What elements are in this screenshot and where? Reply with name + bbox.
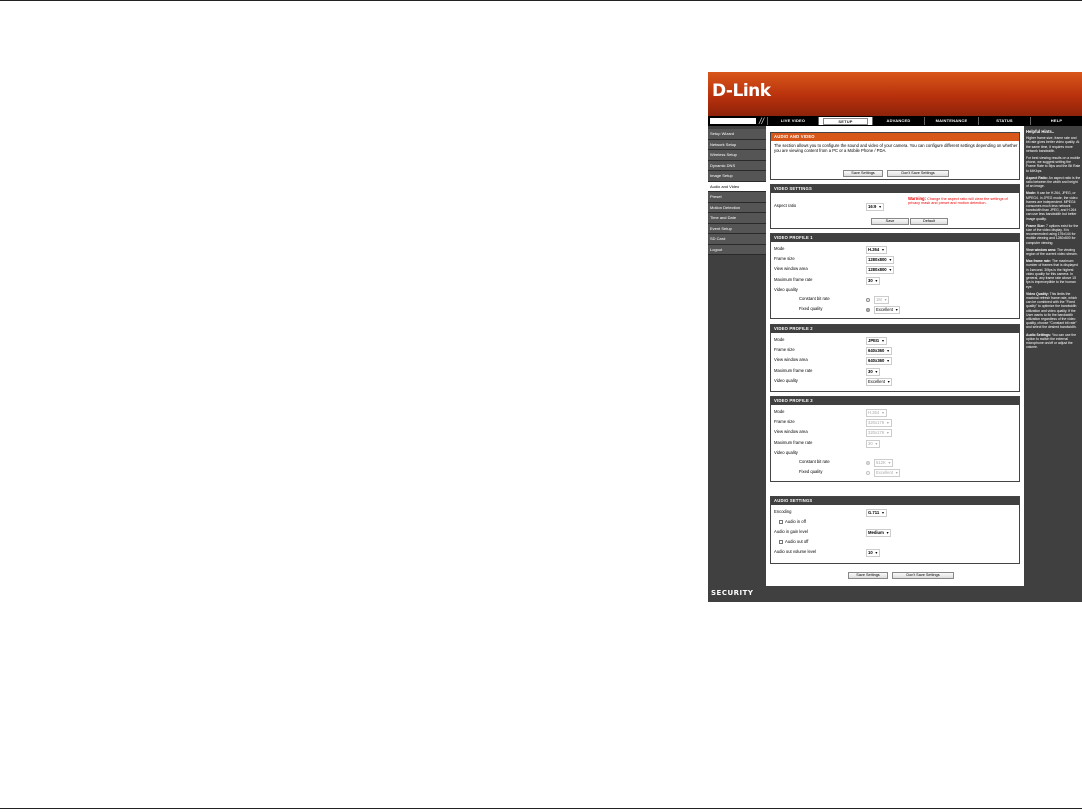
sidebar-item-logout[interactable]: Logout — [708, 245, 766, 256]
profile1-frame-select[interactable]: 1280x800 ▼ — [868, 257, 893, 262]
model-box — [710, 118, 756, 124]
footer-bar — [708, 586, 1082, 602]
tab-advanced[interactable]: ADVANCED — [872, 117, 924, 125]
profile2-view-label: View window area — [774, 357, 808, 362]
brand-banner — [708, 72, 1082, 116]
sidebar-item-time-date[interactable]: Time and Date — [708, 213, 766, 224]
tab-help[interactable]: HELP — [1030, 117, 1082, 125]
profile2-mode-label: Mode — [774, 337, 785, 342]
profile1-quality-label: Video quality — [774, 287, 798, 292]
top-nav — [708, 116, 1082, 126]
aspect-ratio-select[interactable]: 16:9 ▼ — [868, 204, 882, 209]
profile3-fixed-control[interactable]: Excellent ▼ — [866, 469, 900, 477]
dont-save-settings-button[interactable]: Don't Save Settings — [892, 572, 954, 579]
profile2-mode-select[interactable]: JPEG ▼ — [868, 338, 885, 343]
profile1-rate-label: Maximum frame rate — [774, 277, 813, 282]
profile3-cbr-control[interactable]: 512K ▼ — [866, 459, 893, 467]
tab-setup[interactable]: SETUP — [818, 117, 872, 125]
sidebar-item-preset[interactable]: Preset — [708, 192, 766, 203]
profile1-fixed-label: Fixed quality — [799, 306, 823, 311]
help-hint-view-window: View window area: The viewing region of the current video stream. — [1026, 247, 1078, 257]
profile3-cbr-radio[interactable] — [866, 461, 870, 465]
profile1-frame-label: Frame size — [774, 256, 795, 261]
main-content — [766, 126, 1024, 586]
profile3-frame-select[interactable]: 320x176 ▼ — [868, 420, 890, 425]
sidebar-item-wireless-setup[interactable]: Wireless Setup — [708, 150, 766, 161]
video-profile-2-section — [770, 324, 1020, 392]
profile2-quality-label: Video quality — [774, 378, 798, 383]
profile3-fixed-radio[interactable] — [866, 471, 870, 475]
intro-section — [770, 132, 1020, 180]
help-title: Helpful Hints.. — [1026, 129, 1055, 134]
camera-web-ui — [708, 72, 1082, 602]
profile3-mode-label: Mode — [774, 409, 785, 414]
sidebar-item-image-setup[interactable]: Image Setup — [708, 171, 766, 182]
profile3-fixed-label: Fixed quality — [799, 469, 823, 474]
video-profile-1-section — [770, 233, 1020, 319]
help-hint-video-quality: Video Quality: This limits the maximal refresh frame rate, which can be combined with the "Fixed quality" to optimize the bandwidth utilization and video quality. If the User wants to fix the bandwidth utilization regardless of the video quality, choose "Constant bit rate" and select the desired bandwidth. — [1026, 291, 1078, 330]
profile1-fixed-radio[interactable] — [866, 308, 870, 312]
security-logo: SECURITY — [711, 589, 754, 597]
profile1-fixed-control[interactable]: Excellent ▼ — [866, 306, 900, 314]
audio-in-off-row[interactable]: Audio in off — [779, 519, 806, 525]
audio-volume-select[interactable]: 10 ▼ — [868, 550, 879, 555]
sidebar-item-sd-card[interactable]: SD Card — [708, 234, 766, 245]
profile1-view-label: View window area — [774, 266, 808, 271]
dlink-logo: D-Link — [712, 81, 771, 101]
profile3-rate-label: Maximum frame rate — [774, 440, 813, 445]
aspect-save-button[interactable]: Save — [871, 218, 909, 225]
video-profile-3-section — [770, 396, 1020, 482]
profile2-frame-label: Frame size — [774, 347, 795, 352]
help-hint-1: Higher frame size, frame rate and bit rate gives better video quality. At the same time, it requires more network bandwidth. — [1026, 136, 1080, 153]
profile2-view-select[interactable]: 640x360 ▼ — [868, 358, 890, 363]
profile3-cbr-label: Constant bit rate — [799, 459, 830, 464]
sidebar-item-motion-detection[interactable]: Motion Detection — [708, 203, 766, 214]
profile3-mode-select[interactable]: H.264 ▼ — [868, 410, 885, 415]
sidebar-item-audio-video[interactable]: Audio and Video — [708, 182, 766, 193]
intro-title: AUDIO AND VIDEO — [771, 133, 1019, 141]
sidebar-item-setup-wizard[interactable]: Setup Wizard — [708, 129, 766, 140]
profile3-view-select[interactable]: 320x176 ▼ — [868, 430, 890, 435]
aspect-warning: Warning: Change the aspect ratio will clear the settings of privacy mask and preset and motion detection. — [908, 196, 1008, 206]
profile3-rate-select[interactable]: 30 ▼ — [868, 441, 879, 446]
audio-in-off-checkbox[interactable] — [779, 520, 783, 524]
audio-encoding-select[interactable]: G.711 ▼ — [868, 510, 885, 515]
intro-save-button[interactable]: Save Settings — [843, 170, 883, 177]
nav-divider-icon: // — [759, 116, 765, 126]
sidebar-item-dynamic-dns[interactable]: Dynamic DNS — [708, 161, 766, 172]
audio-settings-section — [770, 496, 1020, 564]
profile2-frame-select[interactable]: 640x360 ▼ — [868, 348, 890, 353]
dropdown-arrow-icon: ▼ — [878, 205, 882, 209]
page-top-rule — [0, 0, 1082, 1]
profile1-mode-label: Mode — [774, 246, 785, 251]
profile2-quality-select[interactable]: Excellent ▼ — [868, 379, 891, 384]
help-panel — [1025, 129, 1082, 589]
profile1-title: VIDEO PROFILE 1 — [771, 234, 1019, 242]
profile2-rate-select[interactable]: 30 ▼ — [868, 369, 879, 374]
video-settings-title: VIDEO SETTINGS — [771, 185, 1019, 193]
audio-volume-label: Audio out volume level — [774, 549, 817, 554]
profile1-cbr-control[interactable]: 1M ▼ — [866, 296, 889, 304]
profile2-rate-label: Maximum frame rate — [774, 368, 813, 373]
profile1-view-select[interactable]: 1280x800 ▼ — [868, 267, 893, 272]
audio-title: AUDIO SETTINGS — [771, 497, 1019, 505]
save-settings-button[interactable]: Save Settings — [848, 572, 888, 579]
sidebar-item-event-setup[interactable]: Event Setup — [708, 224, 766, 235]
audio-gain-select[interactable]: Medium ▼ — [868, 530, 890, 535]
tab-maintenance[interactable]: MAINTENANCE — [924, 117, 978, 125]
help-hint-frame-size: Frame Size: 7 options exist for the size of the video display. It is recommended using 176x144 for mobile viewing and 1280x800 for computer viewing. — [1026, 223, 1079, 245]
help-hint-audio: Audio Settings: You can use the option to switch the external microphone on/off or adjust the volume. — [1026, 332, 1077, 350]
profile1-cbr-radio[interactable] — [866, 298, 870, 302]
audio-out-off-checkbox[interactable] — [779, 540, 783, 544]
help-hint-aspect: Aspect Ratio: An aspect ratio is the ratio between the width and height of an image. — [1026, 175, 1081, 189]
aspect-ratio-label: Aspect ratio — [774, 203, 797, 208]
audio-gain-label: Audio in gain level — [774, 529, 808, 534]
intro-text: The section allows you to configure the sound and video of your camera. You can configure different settings depending on whether you are viewing content from a PC or a Mobile Phone / PDA. — [774, 143, 1018, 153]
page-bottom-rule — [0, 808, 1082, 809]
profile1-rate-select[interactable]: 30 ▼ — [868, 278, 879, 283]
tab-status[interactable]: STATUS — [978, 117, 1030, 125]
aspect-default-button[interactable]: Default — [910, 218, 948, 225]
tab-live-video[interactable]: LIVE VIDEO — [767, 117, 818, 125]
sidebar — [708, 129, 766, 255]
help-hint-frame-rate: Max frame rate: The maximum number of frames that is displayed in 1second. 30fps is the highest video quality for this camera. In general, any frame rate above 15 fps is imperceptible to the human eye. — [1026, 259, 1078, 289]
sidebar-item-network-setup[interactable]: Network Setup — [708, 140, 766, 151]
profile1-mode-select[interactable]: H.264 ▼ — [868, 247, 885, 252]
profile3-view-label: View window area — [774, 429, 808, 434]
video-settings-section — [770, 184, 1020, 229]
help-hint-mode: Mode: It can be H.264, JPEG, or MPEG4. In JPEG mode, the video frames are independent. MPEG4 consumes much less network bandwidth than JPEG, and H.264 can use less bandwidth but better image quality. — [1026, 191, 1078, 221]
profile2-title: VIDEO PROFILE 2 — [771, 325, 1019, 333]
profile3-frame-label: Frame size — [774, 419, 795, 424]
audio-encoding-label: Encoding — [774, 509, 792, 514]
profile3-title: VIDEO PROFILE 3 — [771, 397, 1019, 405]
help-hint-2: For best viewing results on a mobile phone, we suggest setting the Frame Rate to 5fps and the Bit Rate to 64Kbps. — [1026, 156, 1081, 173]
profile1-cbr-label: Constant bit rate — [799, 296, 830, 301]
profile3-quality-label: Video quality — [774, 450, 798, 455]
audio-out-off-row[interactable]: Audio out off — [779, 539, 808, 545]
intro-dont-save-button[interactable]: Don't Save Settings — [887, 170, 949, 177]
